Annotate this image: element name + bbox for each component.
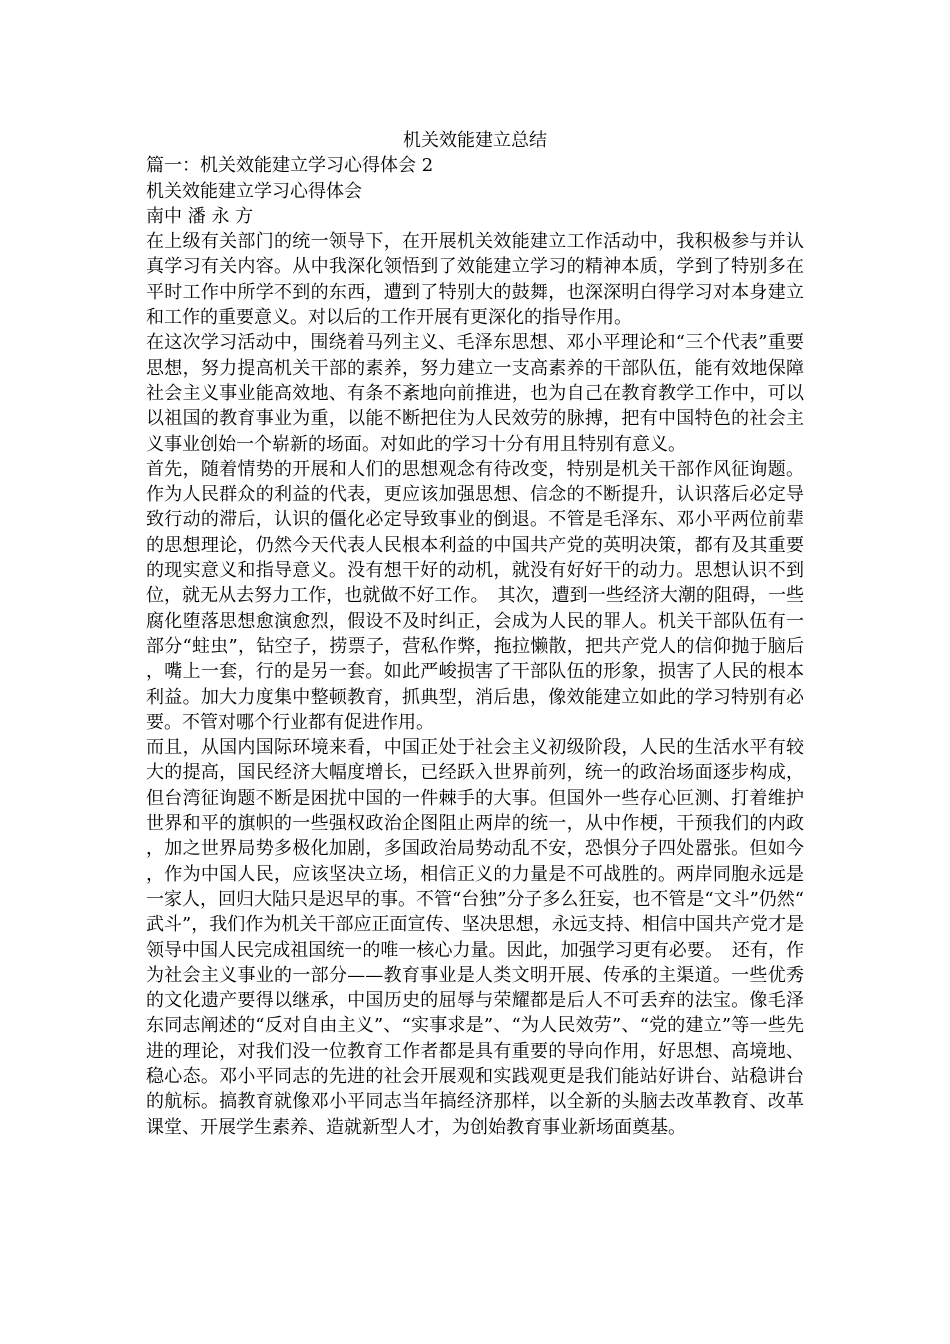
- author-line: 南中 潘 永 方: [146, 205, 254, 227]
- paragraph-activity: 在这次学习活动中，围绕着马列主义、毛泽东思想、邓小平理论和“三个代表”重要思想，努力提高机关干部的素养，努力建立一支高素养的干部队伍，能有效地保障社会主义事业能高效地、有条不紊地向前推进，也为自己在教育教学工作中，可以以祖国的教育事业为重，以能不断把住为人民效劳的脉搏，把有中国特色的社会主义事业创始一个崭新的场面。对如此的学习十分有用且特别有意义。: [146, 332, 804, 455]
- paragraph-first-second: 首先，随着情势的开展和人们的思想观念有待改变，特别是机关干部作风征询题。作为人民群众的利益的代表，更应该加强思想、信念的不断提升，认识落后必定导致行动的滞后，认识的僵化必定导致事业的倒退。不管是毛泽东、邓小平两位前辈的思想理论，仍然今天代表人民根本利益的中国共产党的英明决策，都有及其重要的现实意义和指导意义。没有想干好的动机，就没有好好干的动力。思想认识不到位，就无从去努力工作，也就做不好工作。 其次，遭到一些经济大潮的阻碍，一些腐化堕落思想愈演愈烈，假设不及时纠正，会成为人民的罪人。机关干部队伍有一部分“蛀虫”，钻空子，捞票子，营私作弊，拖拉懒散，把共产党人的信仰抛于脑后，嘴上一套，行的是另一套。如此严峻损害了干部队伍的形象，损害了人民的根本利益。加大力度集中整顿教育，抓典型，消后患，像效能建立如此的学习特别有必要。不管对哪个行业都有促进作用。: [146, 458, 804, 733]
- document-body: [146, 128, 804, 1140]
- document-title: 机关效能建立总结: [403, 130, 547, 151]
- paragraph-moreover: 而且，从国内国际环境来看，中国正处于社会主义初级阶段，人民的生活水平有较大的提高，国民经济大幅度增长，已经跃入世界前列，统一的政治场面逐步构成，但台湾征询题不断是困扰中国的一件棘手的大事。但国外一些存心叵测、打着维护世界和平的旗帜的一些强权政治企图阻止两岸的统一，从中作梗，干预我们的内政，加之世界局势多极化加剧，多国政治局势动乱不安，恐惧分子四处嚣张。但如今，作为中国人民，应该坚决立场，相信正义的力量是不可战胜的。两岸同胞永远是一家人，回归大陆只是迟早的事。不管“台独”分子多么狂妄，也不管是“文斗”仍然“武斗”，我们作为机关干部应正面宣传、坚决思想，永远支持、相信中国共产党才是领导中国人民完成祖国统一的唯一核心力量。因此，加强学习更有必要。 还有，作为社会主义事业的一部分——教育事业是人类文明开展、传承的主渠道。一些优秀的文化遗产要得以继承，中国历史的屈辱与荣耀都是后人不可丢弃的法宝。像毛泽东同志阐述的“反对自由主义”、“实事求是”、“为人民效劳”、“党的建立”等一些先进的理论，对我们没一位教育工作者都是具有重要的导向作用，好思想、高境地、稳心态。邓小平同志的先进的社会开展观和实践观更是我们能站好讲台、站稳讲台的航标。搞教育就像邓小平同志当年搞经济那样，以全新的头脑去改革教育、改革课堂、开展学生素养、造就新型人才，为创始教育事业新场面奠基。: [146, 737, 805, 1138]
- section-heading: 篇一：机关效能建立学习心得体会 2: [146, 155, 434, 177]
- document-subtitle: 机关效能建立学习心得体会: [146, 180, 362, 202]
- paragraph-intro: 在上级有关部门的统一领导下，在开展机关效能建立工作活动中，我积极参与并认真学习有关内容。从中我深化领悟到了效能建立学习的精神本质，学到了特别多在平时工作中所学不到的东西，遭到了特别大的鼓舞，也深深明白得学习对本身建立和工作的重要意义。对以后的工作开展有更深化的指导作用。: [146, 231, 804, 329]
